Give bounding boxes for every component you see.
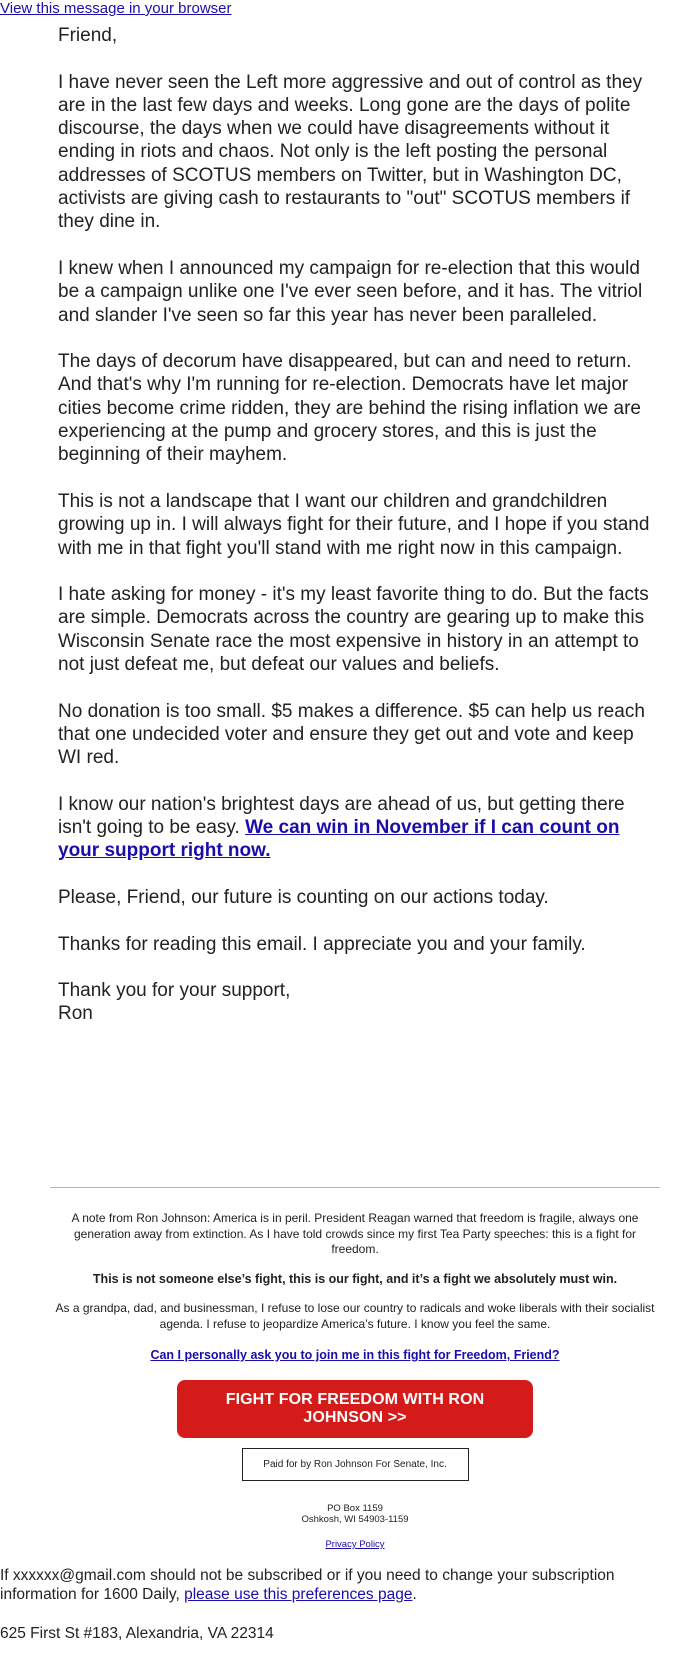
greeting: Friend, (58, 25, 118, 46)
view-in-browser-link[interactable]: View this message in your browser (0, 0, 232, 17)
footer-note-3: As a grandpa, dad, and businessman, I refuse to lose our country to radicals and woke liberals with their socialist agenda. I refuse to jeopardize America’s future. I know you feel the same. (55, 1301, 655, 1331)
sender-address: 625 First St #183, Alexandria, VA 22314 (0, 1625, 274, 1642)
subscription-notice (0, 1567, 690, 1604)
unsubscribe-text: If xxxxxx@gmail.com should not be subscribed or if you need to change your subscription information for 1600 Daily, (0, 1567, 615, 1603)
paragraph-8: Please, Friend, our future is counting on our actions today. (58, 886, 549, 908)
paragraph-4: This is not a landscape that I want our children and grandchildren growing up in. I will always fight for their future, and I hope if you stand with me in that fight you'll stand with me right now in this campaign. (58, 490, 650, 559)
paragraph-7-text: I know our nation's brightest days are ahead of us, but getting there isn't going to be easy. (58, 793, 625, 839)
paragraph-3: The days of decorum have disappeared, but can and need to return. And that's why I'm running for re-election. Democrats have let major cities become crime ridden, they are behind the rising inflation we are experiencing at the pump and grocery stores, and this is just the beginning of their mayhem. (58, 351, 641, 466)
notice-period: . (412, 1585, 417, 1603)
address-line-1: PO Box 1159 (327, 1503, 383, 1514)
footer-note-1: A note from Ron Johnson: America is in peril. President Reagan warned that freedom is fragile, always one generation away from extinction. As I have told crowds since my first Tea Party speeches: this is a fight for freedom. (71, 1211, 639, 1256)
fight-for-freedom-button[interactable]: FIGHT FOR FREEDOM WITH RON JOHNSON >> (177, 1380, 533, 1438)
paragraph-1: I have never seen the Left more aggressive and out of control as they are in the last few days and weeks. Long gone are the days of polite discourse, the days when we could have disagreements without it ending in riots and chaos. Not only is the left posting the personal addresses of SCOTUS members on Twitter, but in Washington DC, activists are giving cash to restaurants to "out" SCOTUS members if they dine in. (58, 71, 643, 233)
footer-divider (50, 1187, 660, 1188)
paragraph-6: No donation is too small. $5 makes a difference. $5 can help us reach that one undecided voter and ensure they get out and vote and keep WI red. (58, 700, 645, 769)
paid-for-disclaimer: Paid for by Ron Johnson For Senate, Inc. (242, 1448, 469, 1481)
mailing-address (50, 1503, 660, 1525)
paragraph-7 (58, 793, 658, 863)
footer-note-2: This is not someone else’s fight, this is our fight, and it’s a fight we absolutely must win. (92, 1271, 618, 1286)
paragraph-5: I hate asking for money - it's my least favorite thing to do. But the facts are simple. Democrats across the country are gearing up to make this Wisconsin Senate race the most expensive in history in an attempt to not just defeat me, but defeat our values and beliefs. (58, 584, 649, 676)
preferences-link[interactable]: please use this preferences page (184, 1585, 413, 1603)
join-fight-link[interactable]: Can I personally ask you to join me in this fight for Freedom, Friend? (150, 1348, 560, 1362)
letter-body (58, 24, 658, 1026)
signoff-block (58, 979, 658, 1026)
address-line-2: Oshkosh, WI 54903-1159 (301, 1514, 409, 1525)
signoff: Thank you for your support, (58, 980, 291, 1002)
support-link[interactable]: We can win in November if I can count on your support right now. (58, 817, 620, 862)
signature: Ron (58, 1003, 93, 1025)
footer (50, 1211, 660, 1552)
paragraph-2: I knew when I announced my campaign for re-election that this would be a campaign unlike one I've ever seen before, and it has. The vitriol and slander I've seen so far this year has never been paralleled. (58, 257, 643, 326)
privacy-policy-link[interactable]: Privacy Policy (325, 1539, 385, 1550)
paragraph-9: Thanks for reading this email. I appreciate you and your family. (58, 933, 586, 955)
